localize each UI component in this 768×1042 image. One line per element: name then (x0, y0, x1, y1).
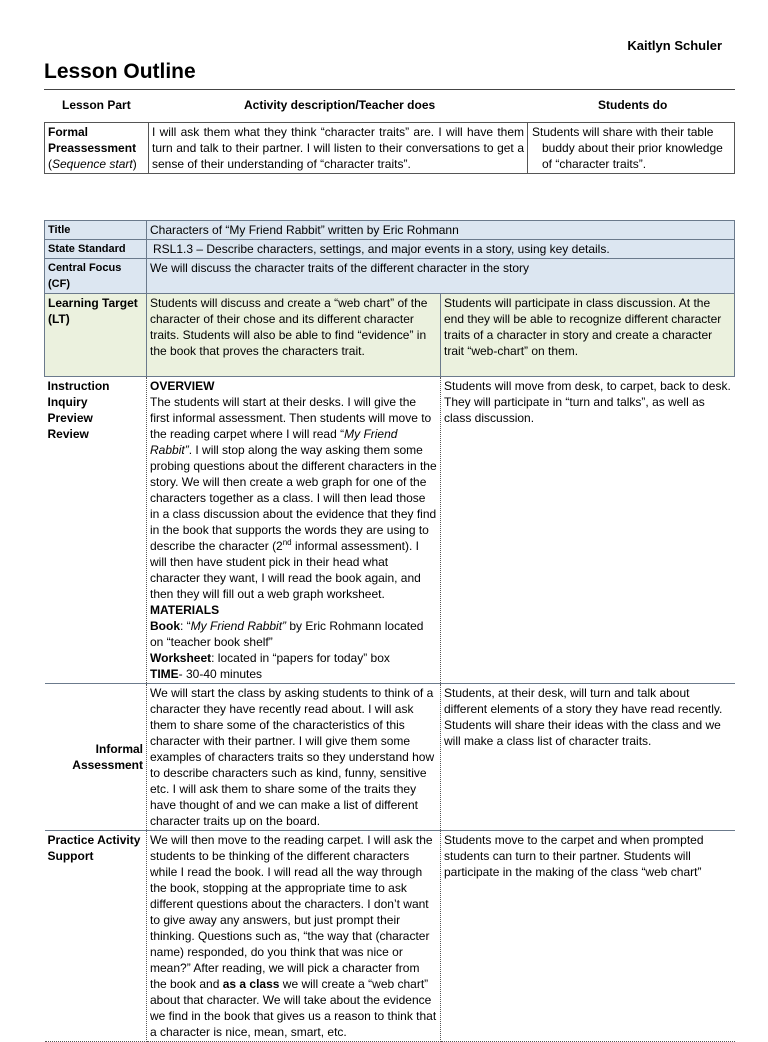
central-focus-value: We will discuss the character traits of the different character in the story (147, 259, 735, 294)
state-standard-label: State Standard (45, 240, 147, 259)
title-row (45, 221, 735, 240)
informal-assessment-label: Informal Assessment (45, 684, 147, 831)
central-focus-label: Central Focus (CF) (45, 259, 147, 294)
author-name: Kaitlyn Schuler (627, 38, 722, 53)
state-standard-value: RSL1.3 – Describe characters, settings, and major events in a story, using key details. (147, 240, 735, 259)
preassessment-students: Students will share with their table buddy about their prior knowledge of “character traits”. (528, 123, 735, 174)
header-activity: Activity description/Teacher does (244, 98, 436, 112)
practice-activity-label: Practice Activity Support (45, 831, 147, 1042)
practice-activity-row (45, 831, 735, 1042)
materials-heading: MATERIALS (150, 603, 220, 617)
instruction-label: Instruction Inquiry Preview Review (45, 377, 147, 684)
header-lesson-part: Lesson Part (62, 98, 131, 112)
learning-target-row (45, 294, 735, 377)
learning-target-students: Students will participate in class discussion. At the end they will be able to recognize different character traits of a character in story and create a character trait “web-chart” on them. (441, 294, 735, 377)
practice-activity-text: We will then move to the reading carpet. I will ask the students to be thinking of the different characters while I read the book. I will read all the way through the book, stopping at the appropriate time to ask different questions about the characters. I don’t want to give away any answers, but just prompt their thinking. Questions such as, “the way that (character name) responded, do you think that was nice or mean?” After reading, we will pick a character from the book and as a class we will create a “web chart” about that character. We will take about the evidence we find in the book that gives us a reason to think that a character is nice, mean, smart, etc. (147, 831, 441, 1042)
document-title: Lesson Outline (44, 60, 196, 83)
header-students-do: Students do (598, 98, 668, 112)
title-value: Characters of “My Friend Rabbit” written by Eric Rohmann (147, 221, 735, 240)
materials-worksheet: Worksheet: located in “papers for today” box (150, 651, 390, 665)
informal-assessment-activity: We will start the class by asking students to think of a character they have recently read about. I will ask them to share some of the characteristics of this character with their partner. I will give them some examples of characters traits so they understand how to describe characters such as kind, funny, sensitive etc. I will ask them to share some of the traits they have thought of and we can make a list of different character traits up on the board. (147, 684, 441, 831)
preassessment-label: Formal Preassessment (Sequence start) (45, 123, 149, 174)
practice-activity-students: Students move to the carpet and when prompted students can turn to their partner. Students will participate in the making of the class “web chart” (441, 831, 735, 1042)
title-divider (44, 89, 735, 90)
instruction-students: Students will move from desk, to carpet, back to desk. They will participate in “turn and talks”, as well as class discussion. (441, 377, 735, 684)
central-focus-row (45, 259, 735, 294)
informal-assessment-row (45, 684, 735, 831)
state-standard-row (45, 240, 735, 259)
informal-assessment-students: Students, at their desk, will turn and talk about different elements of a story they have read recently. Students will share their ideas with the class and we will make a class list of character traits. (441, 684, 735, 831)
overview-text: The students will start at their desks. I will give the first informal assessment. Then students will move to the reading carpet where I will read “My Friend Rabbit”. I will stop along the way asking them some probing questions about the different characters in the story. We will then create a web graph for one of the characters together as a class. I will then lead those in a class discussion about the evidence that they find in the book that supports the words they are using to describe the character (2nd informal assessment). I will then have student pick in their head what character they want, I will read the book again, and then they will fill out a web graph worksheet. (150, 395, 437, 601)
learning-target-label: Learning Target (LT) (45, 294, 147, 377)
lesson-details-table (44, 220, 735, 1042)
title-label: Title (45, 221, 147, 240)
overview-heading: OVERVIEW (150, 379, 215, 393)
preassessment-activity: I will ask them what they think “character traits” are. I will have them turn and talk to their partner. I will listen to their conversations to get a sense of their understanding of “character traits”. (149, 123, 528, 174)
preassessment-table (44, 122, 735, 174)
materials-book: Book: “My Friend Rabbit” by Eric Rohmann located on “teacher book shelf” (150, 619, 424, 649)
time-line: TIME- 30-40 minutes (150, 667, 263, 681)
learning-target-activity: Students will discuss and create a “web chart” of the character of their chose and its different character traits. Students will also be able to find “evidence” in the book that proves the characters trait. (147, 294, 441, 377)
instruction-row (45, 377, 735, 684)
instruction-activity (147, 377, 441, 684)
preassessment-row (45, 123, 735, 174)
